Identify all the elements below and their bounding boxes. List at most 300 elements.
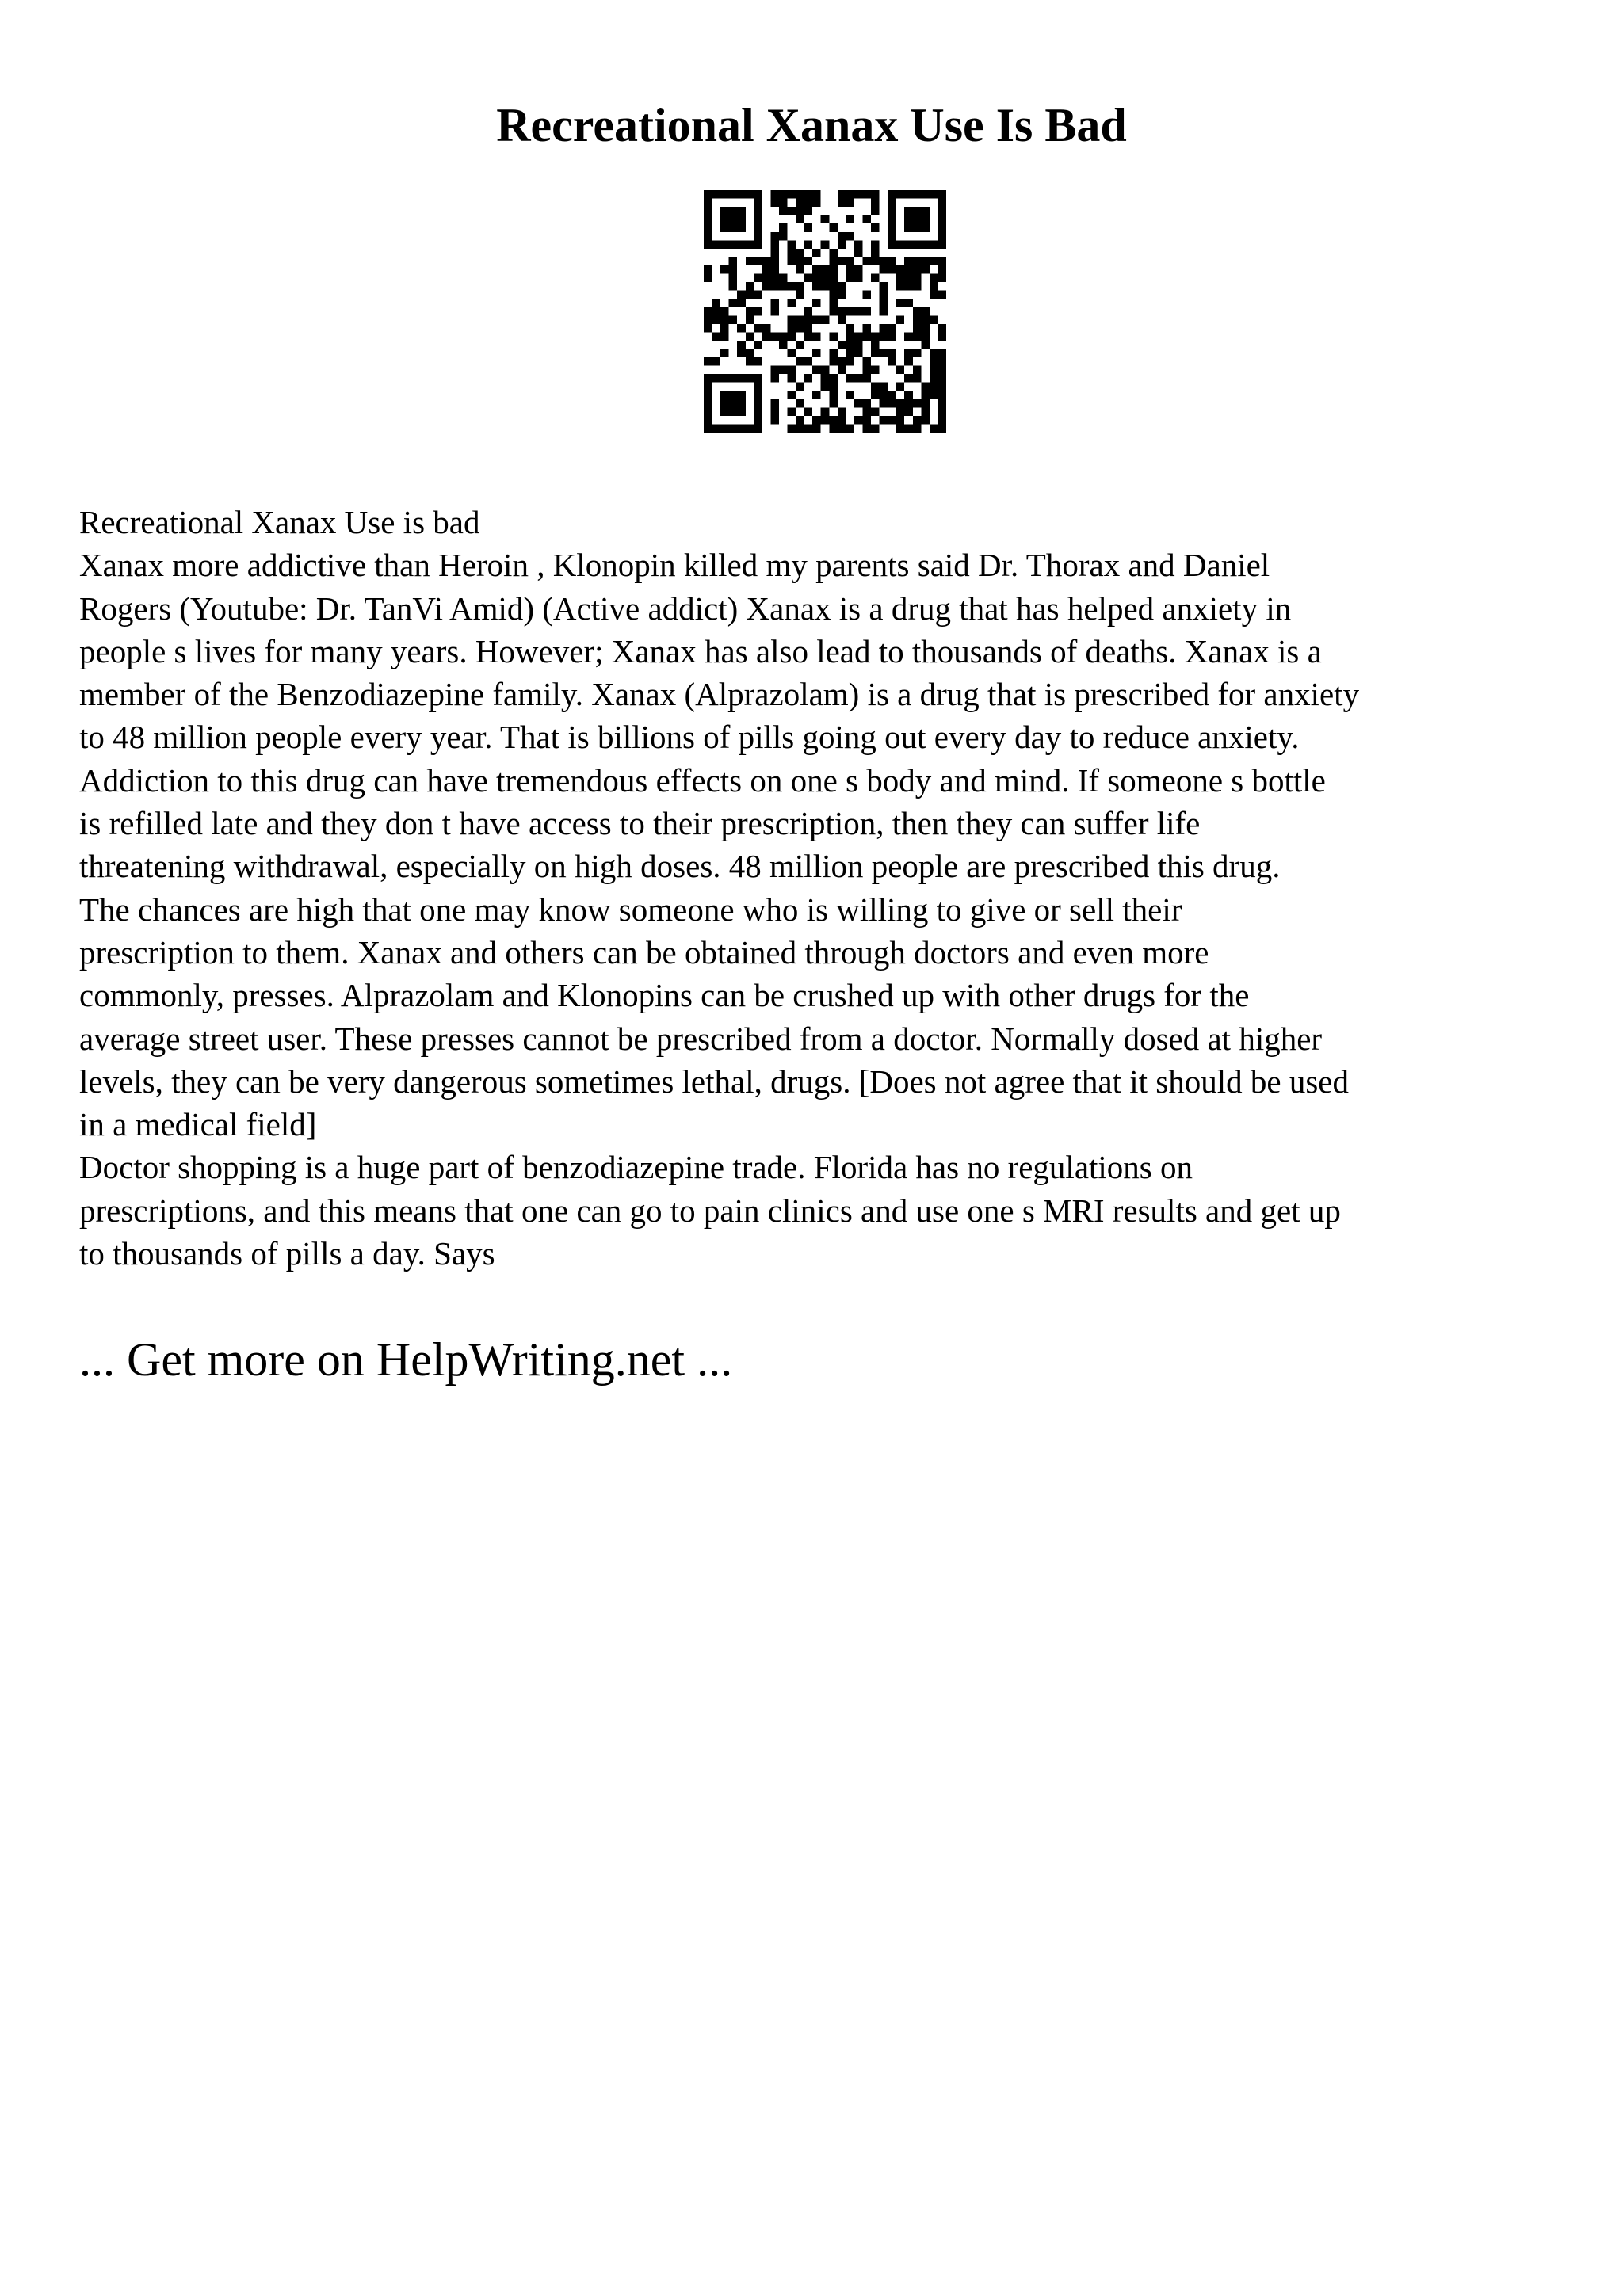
- qr-module: [896, 407, 905, 416]
- qr-module: [921, 332, 930, 341]
- qr-module: [796, 399, 804, 408]
- qr-module: [737, 407, 746, 416]
- qr-module: [779, 366, 788, 375]
- qr-module: [854, 332, 863, 341]
- qr-module: [779, 207, 788, 215]
- qr-module: [888, 357, 896, 366]
- qr-module: [729, 299, 738, 307]
- qr-module: [930, 282, 938, 291]
- qr-module: [821, 374, 830, 383]
- qr-module: [796, 257, 804, 265]
- qr-module: [754, 190, 762, 199]
- qr-module: [854, 341, 863, 349]
- qr-module: [737, 215, 746, 224]
- qr-module: [788, 407, 796, 416]
- qr-module: [788, 391, 796, 399]
- qr-module: [729, 257, 738, 265]
- qr-module: [921, 257, 930, 265]
- qr-module: [871, 391, 880, 399]
- qr-module: [862, 407, 871, 416]
- qr-module: [712, 332, 721, 341]
- qr-module: [913, 366, 922, 375]
- qr-module: [779, 332, 788, 341]
- qr-module: [854, 307, 863, 316]
- qr-module: [838, 424, 846, 433]
- qr-module: [913, 274, 922, 283]
- qr-module: [704, 357, 712, 366]
- qr-module: [746, 282, 754, 291]
- qr-module: [737, 207, 746, 215]
- qr-module: [720, 265, 729, 274]
- qr-module: [754, 240, 762, 249]
- qr-module: [796, 249, 804, 257]
- qr-module: [712, 299, 721, 307]
- qr-module: [871, 366, 880, 375]
- qr-module: [888, 324, 896, 333]
- qr-module: [921, 190, 930, 199]
- qr-module: [770, 416, 779, 425]
- qr-module: [779, 190, 788, 199]
- qr-module: [754, 391, 762, 399]
- qr-module: [704, 407, 712, 416]
- qr-module: [770, 299, 779, 307]
- qr-module: [930, 357, 938, 366]
- qr-module: [880, 299, 888, 307]
- body-line: threatening withdrawal, especially on high doses. 48 million people are prescribed this drug.: [79, 848, 1281, 885]
- qr-module: [846, 274, 854, 283]
- qr-module: [770, 232, 779, 241]
- qr-module: [846, 215, 854, 224]
- qr-module: [770, 282, 779, 291]
- qr-module: [754, 416, 762, 425]
- qr-module: [921, 223, 930, 232]
- qr-module: [938, 349, 946, 357]
- qr-module: [720, 399, 729, 408]
- qr-module: [904, 391, 913, 399]
- qr-module: [846, 265, 854, 274]
- qr-module: [871, 424, 880, 433]
- qr-module: [804, 324, 813, 333]
- qr-module: [896, 383, 905, 391]
- qr-module: [788, 349, 796, 357]
- qr-module: [737, 399, 746, 408]
- qr-module: [704, 307, 712, 316]
- qr-module: [938, 215, 946, 224]
- qr-module: [720, 307, 729, 316]
- qr-module: [854, 265, 863, 274]
- qr-module: [880, 324, 888, 333]
- qr-module: [812, 190, 821, 199]
- qr-module: [846, 374, 854, 383]
- qr-module: [913, 416, 922, 425]
- qr-module: [770, 190, 779, 199]
- qr-module: [938, 332, 946, 341]
- qr-module: [712, 315, 721, 324]
- qr-module: [829, 357, 838, 366]
- qr-module: [921, 383, 930, 391]
- qr-module: [888, 190, 896, 199]
- qr-module: [829, 399, 838, 408]
- qr-module: [888, 399, 896, 408]
- qr-module: [754, 307, 762, 316]
- qr-module: [812, 366, 821, 375]
- qr-module: [704, 391, 712, 399]
- qr-module: [729, 223, 738, 232]
- qr-module: [829, 299, 838, 307]
- qr-module: [812, 424, 821, 433]
- qr-module: [788, 249, 796, 257]
- qr-module: [846, 349, 854, 357]
- qr-module: [729, 424, 738, 433]
- qr-module: [862, 366, 871, 375]
- qr-module: [762, 282, 771, 291]
- qr-module: [737, 291, 746, 299]
- qr-module: [796, 424, 804, 433]
- qr-module: [921, 341, 930, 349]
- qr-module: [938, 291, 946, 299]
- qr-module: [770, 399, 779, 408]
- qr-module: [904, 407, 913, 416]
- qr-module: [762, 257, 771, 265]
- qr-module: [804, 199, 813, 208]
- qr-module: [913, 190, 922, 199]
- qr-module: [788, 332, 796, 341]
- qr-module: [746, 332, 754, 341]
- qr-module: [812, 199, 821, 208]
- qr-module: [913, 424, 922, 433]
- qr-module: [779, 232, 788, 241]
- qr-module: [729, 274, 738, 283]
- qr-module: [896, 366, 905, 375]
- qr-module: [838, 315, 846, 324]
- qr-module: [862, 257, 871, 265]
- qr-module: [921, 315, 930, 324]
- qr-module: [729, 407, 738, 416]
- qr-module: [729, 207, 738, 215]
- qr-module: [804, 190, 813, 199]
- qr-module: [938, 324, 946, 333]
- qr-module: [821, 315, 830, 324]
- qr-module: [770, 265, 779, 274]
- body-line: Addiction to this drug can have tremendous effects on one s body and mind. If someone s bottle: [79, 761, 1326, 799]
- qr-module: [754, 383, 762, 391]
- qr-module: [812, 391, 821, 399]
- qr-module: [796, 199, 804, 208]
- qr-module: [888, 207, 896, 215]
- qr-module: [846, 357, 854, 366]
- qr-module: [704, 265, 712, 274]
- qr-module: [938, 257, 946, 265]
- qr-module: [829, 249, 838, 257]
- qr-module: [737, 341, 746, 349]
- qr-module: [812, 299, 821, 307]
- qr-module: [754, 207, 762, 215]
- qr-module: [938, 407, 946, 416]
- qr-module: [770, 332, 779, 341]
- qr-module: [720, 207, 729, 215]
- qr-module: [720, 240, 729, 249]
- qr-module: [754, 274, 762, 283]
- qr-module: [796, 215, 804, 224]
- qr-module: [746, 240, 754, 249]
- qr-module: [846, 341, 854, 349]
- qr-module: [913, 399, 922, 408]
- qr-module: [846, 324, 854, 333]
- qr-module: [862, 307, 871, 316]
- qr-module: [930, 190, 938, 199]
- qr-module: [796, 416, 804, 425]
- qr-module: [896, 416, 905, 425]
- qr-module: [788, 257, 796, 265]
- qr-module: [804, 240, 813, 249]
- qr-module: [838, 407, 846, 416]
- qr-module: [812, 349, 821, 357]
- qr-module: [904, 374, 913, 383]
- qr-module: [737, 324, 746, 333]
- body-line: prescriptions, and this means that one can go to pain clinics and use one s MRI results and get up: [79, 1192, 1341, 1229]
- qr-module: [871, 349, 880, 357]
- qr-module: [938, 424, 946, 433]
- qr-module: [829, 282, 838, 291]
- get-more-link[interactable]: ... Get more on HelpWriting.net ...: [79, 1333, 733, 1386]
- qr-module: [720, 215, 729, 224]
- qr-module: [788, 324, 796, 333]
- qr-module: [812, 274, 821, 283]
- qr-module: [829, 332, 838, 341]
- qr-module: [838, 291, 846, 299]
- qr-module: [862, 424, 871, 433]
- qr-module: [854, 240, 863, 249]
- qr-module: [779, 223, 788, 232]
- qr-module: [938, 383, 946, 391]
- qr-module: [846, 307, 854, 316]
- qr-module: [812, 265, 821, 274]
- qr-module: [770, 407, 779, 416]
- qr-module: [804, 374, 813, 383]
- qr-module: [829, 383, 838, 391]
- qr-module: [896, 274, 905, 283]
- qr-module: [921, 215, 930, 224]
- qr-module: [930, 424, 938, 433]
- qr-module: [770, 366, 779, 375]
- qr-module: [746, 257, 754, 265]
- qr-module: [838, 341, 846, 349]
- qr-module: [904, 257, 913, 265]
- qr-module: [829, 223, 838, 232]
- qr-module: [720, 315, 729, 324]
- qr-module: [888, 265, 896, 274]
- qr-module: [770, 257, 779, 265]
- body-line: levels, they can be very dangerous sometimes lethal, drugs. [Does not agree that it should be used: [79, 1062, 1349, 1100]
- qr-module: [821, 407, 830, 416]
- qr-module: [779, 199, 788, 208]
- qr-module: [930, 291, 938, 299]
- qr-module: [779, 274, 788, 283]
- qr-module: [838, 307, 846, 316]
- qr-module: [862, 215, 871, 224]
- qr-module: [754, 424, 762, 433]
- qr-module: [804, 223, 813, 232]
- qr-module: [862, 374, 871, 383]
- qr-module: [762, 274, 771, 283]
- qr-module: [921, 324, 930, 333]
- qr-module: [754, 341, 762, 349]
- qr-module: [770, 249, 779, 257]
- qr-module: [737, 223, 746, 232]
- qr-module: [838, 199, 846, 208]
- qr-module: [930, 274, 938, 283]
- qr-module: [913, 374, 922, 383]
- body-line: commonly, presses. Alprazolam and Klonopins can be crushed up with other drugs for the: [79, 977, 1250, 1014]
- qr-module: [913, 215, 922, 224]
- qr-module: [871, 257, 880, 265]
- qr-module: [788, 299, 796, 307]
- qr-module: [704, 207, 712, 215]
- qr-module: [829, 291, 838, 299]
- qr-module: [904, 282, 913, 291]
- qr-module: [913, 257, 922, 265]
- qr-module: [871, 199, 880, 208]
- qr-module: [938, 199, 946, 208]
- qr-module: [921, 399, 930, 408]
- document-body: [79, 501, 1569, 1275]
- qr-module: [754, 357, 762, 366]
- qr-module: [904, 207, 913, 215]
- qr-module: [871, 274, 880, 283]
- qr-module: [880, 257, 888, 265]
- qr-module: [913, 223, 922, 232]
- qr-module: [896, 190, 905, 199]
- qr-module: [754, 407, 762, 416]
- qr-module: [754, 374, 762, 383]
- qr-module: [746, 291, 754, 299]
- qr-module: [729, 391, 738, 399]
- qr-module: [838, 257, 846, 265]
- qr-module: [888, 416, 896, 425]
- qr-module: [770, 374, 779, 383]
- qr-module: [712, 374, 721, 383]
- qr-module: [754, 215, 762, 224]
- qr-module: [904, 299, 913, 307]
- qr-module: [746, 374, 754, 383]
- qr-module: [896, 299, 905, 307]
- qr-module: [821, 282, 830, 291]
- qr-module: [938, 265, 946, 274]
- qr-module: [829, 307, 838, 316]
- qr-module: [938, 391, 946, 399]
- qr-module: [880, 332, 888, 341]
- qr-module: [770, 274, 779, 283]
- qr-module: [737, 374, 746, 383]
- qr-module: [729, 282, 738, 291]
- qr-module: [862, 416, 871, 425]
- qr-module: [938, 374, 946, 383]
- qr-module: [754, 324, 762, 333]
- qr-module: [754, 291, 762, 299]
- qr-module: [729, 399, 738, 408]
- qr-module: [913, 282, 922, 291]
- qr-module: [788, 315, 796, 324]
- body-line: to 48 million people every year. That is billions of pills going out every day to reduce anxiety.: [79, 719, 1300, 756]
- qr-module: [921, 391, 930, 399]
- qr-module: [829, 257, 838, 265]
- qr-module: [880, 307, 888, 316]
- qr-module: [720, 324, 729, 333]
- qr-module: [871, 240, 880, 249]
- qr-module: [746, 349, 754, 357]
- qr-module: [720, 223, 729, 232]
- body-line: The chances are high that one may know someone who is willing to give or sell their: [79, 891, 1182, 928]
- qr-module: [821, 383, 830, 391]
- qr-module: [930, 374, 938, 383]
- qr-module: [871, 332, 880, 341]
- qr-module: [729, 315, 738, 324]
- qr-module: [704, 374, 712, 383]
- qr-module: [704, 383, 712, 391]
- qr-module: [846, 424, 854, 433]
- qr-module: [821, 240, 830, 249]
- qr-module: [888, 215, 896, 224]
- qr-module: [762, 324, 771, 333]
- qr-module: [913, 324, 922, 333]
- qr-module: [737, 424, 746, 433]
- qr-module: [846, 199, 854, 208]
- qr-module: [788, 424, 796, 433]
- qr-module: [829, 374, 838, 383]
- qr-module: [746, 357, 754, 366]
- qr-module: [854, 249, 863, 257]
- qr-module: [938, 207, 946, 215]
- qr-module: [804, 357, 813, 366]
- document-title: Recreational Xanax Use Is Bad: [496, 99, 1127, 151]
- qr-module: [871, 223, 880, 232]
- qr-module: [720, 374, 729, 383]
- qr-module: [829, 274, 838, 283]
- qr-module: [871, 407, 880, 416]
- qr-module: [704, 399, 712, 408]
- qr-module: [896, 282, 905, 291]
- qr-module: [762, 332, 771, 341]
- qr-module: [871, 190, 880, 199]
- qr-module: [880, 265, 888, 274]
- qr-module: [770, 199, 779, 208]
- qr-module: [788, 240, 796, 249]
- qr-module: [821, 416, 830, 425]
- qr-module: [888, 349, 896, 357]
- qr-module: [796, 315, 804, 324]
- qr-module: [704, 223, 712, 232]
- qr-module: [704, 274, 712, 283]
- qr-module: [880, 282, 888, 291]
- qr-module: [921, 416, 930, 425]
- qr-module: [871, 383, 880, 391]
- qr-module: [829, 265, 838, 274]
- qr-module: [846, 391, 854, 399]
- qr-module: [888, 199, 896, 208]
- qr-module: [854, 190, 863, 199]
- body-line: is refilled late and they don t have access to their prescription, then they can suffer life: [79, 805, 1201, 842]
- qr-module: [904, 274, 913, 283]
- qr-module: [812, 416, 821, 425]
- qr-module: [913, 207, 922, 215]
- qr-module: [846, 257, 854, 265]
- qr-module: [746, 424, 754, 433]
- qr-module: [788, 190, 796, 199]
- qr-module: [720, 349, 729, 357]
- qr-module: [938, 399, 946, 408]
- qr-module: [796, 357, 804, 366]
- qr-module: [938, 190, 946, 199]
